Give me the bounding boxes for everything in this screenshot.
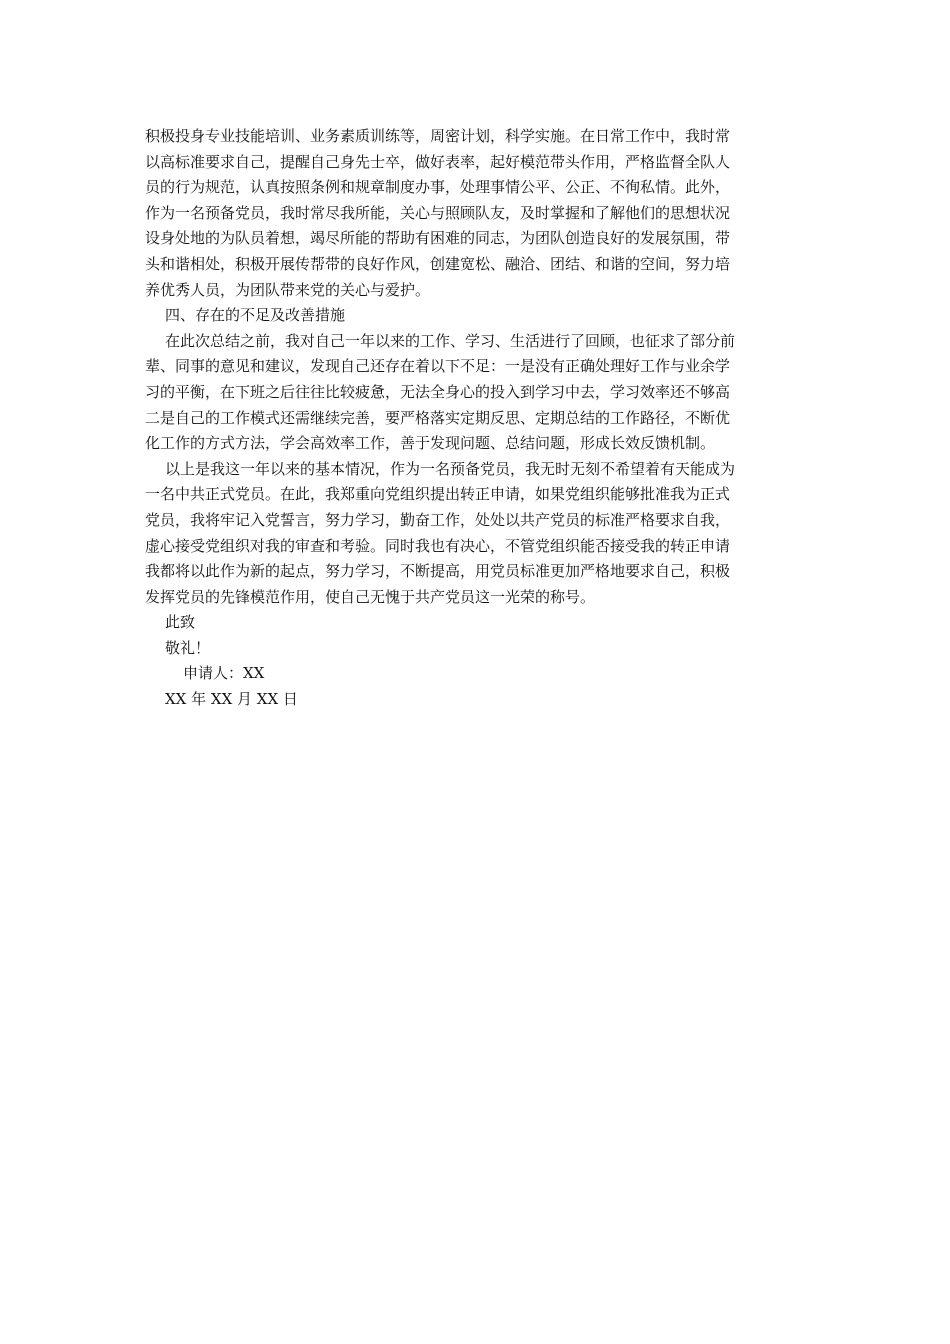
body-line: 习的平衡，在下班之后往往比较疲惫，无法全身心的投入到学习中去，学习效率还不够高 [145,382,731,401]
body-line: 积极投身专业技能培训、业务素质训练等，周密计划，科学实施。在日常工作中，我时常 [145,127,731,145]
body-line: 辈、同事的意见和建议，发现自己还存在着以下不足：一是没有正确处理好工作与业余学 [145,357,731,376]
body-line: 发挥党员的先锋模范作用，使自己无愧于共产党员这一光荣的称号。 [145,587,596,606]
signature-date: XX 年 XX 月 XX 日 [165,690,298,709]
body-line: 在此次总结之前，我对自己一年以来的工作、学习、生活进行了回顾，也征求了部分前 [165,331,736,350]
closing-regards: 敬礼！ [165,638,211,657]
body-line: 党员，我将牢记入党誓言，努力学习，勤奋工作，处处以共产党员的标准严格要求自我， [145,510,731,529]
body-line: 化工作的方式方法，学会高效率工作，善于发现问题、总结问题，形成长效反馈机制。 [145,434,716,453]
closing-salutation: 此致 [165,613,196,632]
body-line: 以上是我这一年以来的基本情况，作为一名预备党员，我无时无刻不希望着有天能成为 [165,459,736,478]
section-heading: 四、存在的不足及改善措施 [165,306,346,325]
document-body [145,124,809,713]
body-line: 以高标准要求自己，提醒自己身先士卒，做好表率，起好模范带头作用，严格监督全队人 [145,152,731,171]
body-line: 员的行为规范，认真按照条例和规章制度办事，处理事情公平、公正、不徇私情。此外， [145,178,731,197]
body-line: 设身处地的为队员着想，竭尽所能的帮助有困难的同志，为团队创造良好的发展氛围，带 [145,229,731,248]
applicant-signature: 申请人：XX [183,664,265,683]
body-line: 二是自己的工作模式还需继续完善，要严格落实定期反思、定期总结的工作路径，不断优 [145,408,731,427]
body-line: 养优秀人员，为团队带来党的关心与爱护。 [145,280,431,299]
body-line: 我都将以此作为新的起点，努力学习，不断提高，用党员标准更加严格地要求自己，积极 [145,562,731,581]
body-line: 头和谐相处，积极开展传帮带的良好作风，创建宽松、融洽、团结、和谐的空间，努力培 [145,254,731,273]
body-line: 一名中共正式党员。在此，我郑重向党组织提出转正申请，如果党组织能够批准我为正式 [145,485,731,504]
body-line: 作为一名预备党员，我时常尽我所能，关心与照顾队友，及时掌握和了解他们的思想状况 [145,203,731,222]
body-line: 虚心接受党组织对我的审查和考验。同时我也有决心，不管党组织能否接受我的转正申请 [145,536,731,555]
